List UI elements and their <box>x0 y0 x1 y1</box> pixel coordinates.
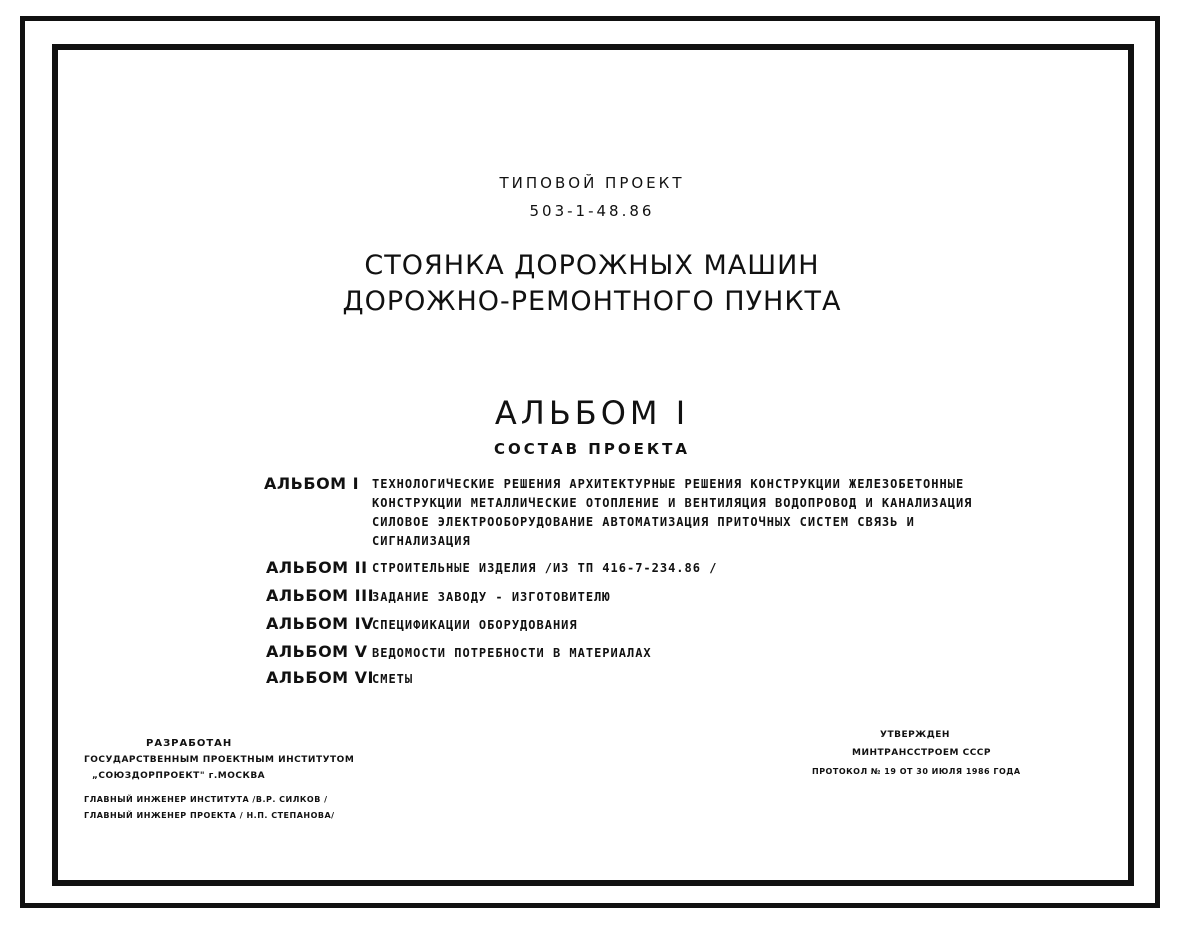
album-label: АЛЬБОМ IV <box>266 614 374 633</box>
album-text-line: СТРОИТЕЛЬНЫЕ ИЗДЕЛИЯ /ИЗ ТП 416-7-234.86 / <box>372 561 718 575</box>
album-text-line: ТЕХНОЛОГИЧЕСКИЕ РЕШЕНИЯ АРХИТЕКТУРНЫЕ РЕШЕНИЯ КОНСТРУКЦИИ ЖЕЛЕЗОБЕТОННЫЕ <box>372 477 965 491</box>
approved-line-2: ПРОТОКОЛ № 19 ОТ 30 ИЮЛЯ 1986 ГОДА <box>812 767 1021 776</box>
developed-heading: РАЗРАБОТАН <box>146 738 233 749</box>
album-label: АЛЬБОМ VI <box>266 668 374 687</box>
signature-line-1: ГЛАВНЫЙ ИНЖЕНЕР ИНСТИТУТА /В.Р. СИЛКОВ / <box>84 795 328 804</box>
album-subheading: СОСТАВ ПРОЕКТА <box>494 440 690 458</box>
album-text-line: СМЕТЫ <box>372 672 414 686</box>
project-number: 503-1-48.86 <box>529 202 655 220</box>
approved-heading: УТВЕРЖДЕН <box>880 730 950 740</box>
album-text-line: СПЕЦИФИКАЦИИ ОБОРУДОВАНИЯ <box>372 618 578 632</box>
signature-line-2: ГЛАВНЫЙ ИНЖЕНЕР ПРОЕКТА / Н.П. СТЕПАНОВА/ <box>84 811 335 820</box>
album-text-line: КОНСТРУКЦИИ МЕТАЛЛИЧЕСКИЕ ОТОПЛЕНИЕ И ВЕНТИЛЯЦИЯ ВОДОПРОВОД И КАНАЛИЗАЦИЯ <box>372 496 973 510</box>
album-text-line: СИГНАЛИЗАЦИЯ <box>372 534 471 548</box>
title-line-1: СТОЯНКА ДОРОЖНЫХ МАШИН <box>364 250 820 281</box>
album-text-line: ЗАДАНИЕ ЗАВОДУ - ИЗГОТОВИТЕЛЮ <box>372 590 611 604</box>
album-label: АЛЬБОМ I <box>264 474 360 493</box>
album-text-line: СИЛОВОЕ ЭЛЕКТРООБОРУДОВАНИЕ АВТОМАТИЗАЦИЯ ПРИТОЧНЫХ СИСТЕМ СВЯЗЬ И <box>372 515 915 529</box>
approved-line-1: МИНТРАНССТРОЕМ СССР <box>852 748 991 758</box>
title-line-2: ДОРОЖНО-РЕМОНТНОГО ПУНКТА <box>342 286 842 317</box>
album-label: АЛЬБОМ II <box>266 558 368 577</box>
developed-line-2: „СОЮЗДОРПРОЕКТ" г.МОСКВА <box>92 771 266 781</box>
album-label: АЛЬБОМ III <box>266 586 375 605</box>
typ-project-label: ТИПОВОЙ ПРОЕКТ <box>499 174 685 192</box>
album-text-line: ВЕДОМОСТИ ПОТРЕБНОСТИ В МАТЕРИАЛАХ <box>372 646 652 660</box>
album-label: АЛЬБОМ V <box>266 642 368 661</box>
album-heading: АЛЬБОМ I <box>494 394 690 432</box>
developed-line-1: ГОСУДАРСТВЕННЫМ ПРОЕКТНЫМ ИНСТИТУТОМ <box>84 755 355 765</box>
